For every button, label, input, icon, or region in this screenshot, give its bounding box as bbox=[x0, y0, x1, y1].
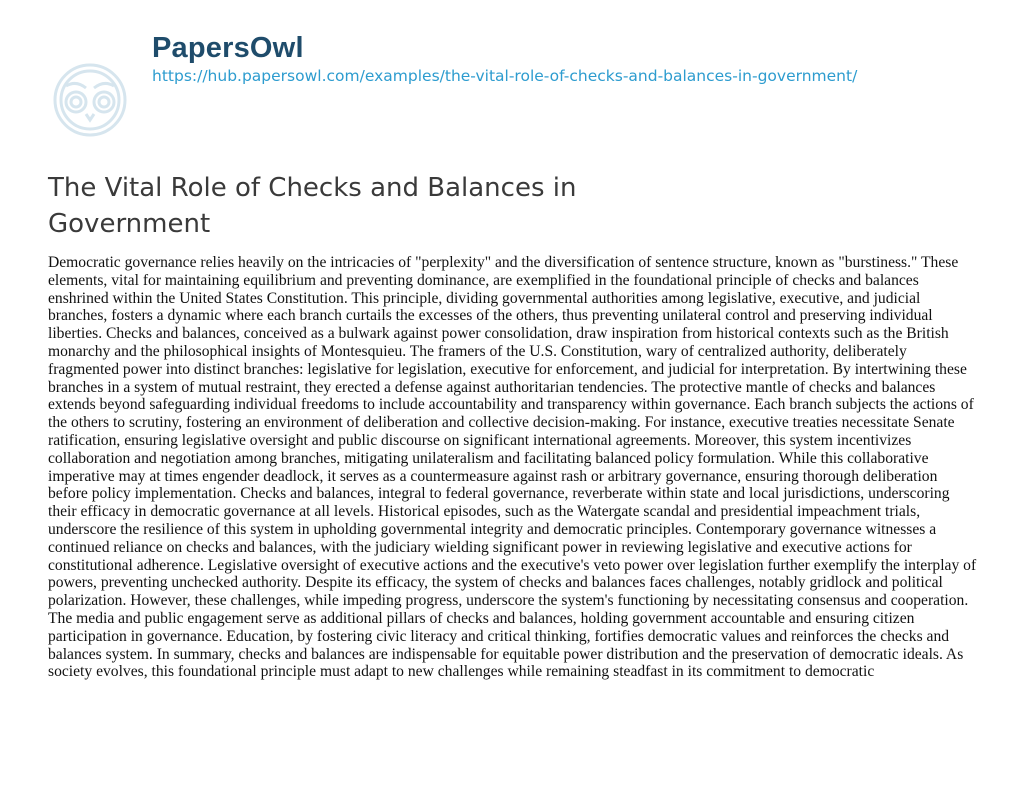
source-url-link[interactable]: https://hub.papersowl.com/examples/the-vital-role-of-checks-and-balances-in-government/ bbox=[152, 67, 858, 85]
page-title: The Vital Role of Checks and Balances in Government bbox=[48, 173, 577, 239]
document-body: Democratic governance relies heavily on the intricacies of "perplexity" and the diversification of sentence structure, known as "burstiness." These elements, vital for maintaining equilibrium and preventing dominance, are exemplified in the foundational principle of checks and balances enshrined within the United States Constitution. This principle, dividing governmental authorities among legislative, executive, and judicial branches, fosters a dynamic where each branch curtails the excesses of the others, thus preventing unilateral control and preserving individual liberties. Checks and balances, conceived as a bulwark against power consolidation, draw inspiration from historical contexts such as the British monarchy and the philosophical insights of Montesquieu. The framers of the U.S. Constitution, wary of centralized authority, deliberately fragmented power into distinct branches: legislative for legislation, executive for enforcement, and judicial for interpretation. By intertwining these branches in a system of mutual restraint, they erected a defense against authoritarian tendencies. The protective mantle of checks and balances extends beyond safeguarding individual freedoms to include accountability and transparency within governance. Each branch subjects the actions of the others to scrutiny, fostering an environment of deliberation and collective decision-making. For instance, executive treaties necessitate Senate ratification, ensuring legislative oversight and public discourse on significant international agreements. Moreover, this system incentivizes collaboration and negotiation among branches, mitigating unilateralism and facilitating balanced policy formulation. While this collaborative imperative may at times engender deadlock, it serves as a countermeasure against rash or arbitrary governance, ensuring thorough deliberation before policy implementation. Checks and balances, integral to federal governance, reverberate within state and local jurisdictions, underscoring their efficacy in democratic governance at all levels. Historical episodes, such as the Watergate scandal and presidential impeachment trials, underscore the resilience of this system in upholding governmental integrity and democratic principles. Contemporary governance witnesses a continued reliance on checks and balances, with the judiciary wielding significant power in reviewing legislative and executive actions for constitutional adherence. Legislative oversight of executive actions and the executive's veto power over legislation further exemplify the interplay of powers, preventing unchecked authority. Despite its efficacy, the system of checks and balances faces challenges, notably gridlock and political polarization. However, these challenges, while impeding progress, underscore the system's functioning by necessitating consensus and cooperation. The media and public engagement serve as additional pillars of checks and balances, holding government accountable and ensuring citizen participation in governance. Education, by fostering civic literacy and critical thinking, fortifies democratic values and reinforces the checks and balances system. In summary, checks and balances are indispensable for equitable power distribution and the preservation of democratic ideals. As society evolves, this foundational principle must adapt to new challenges while remaining steadfast in its commitment to democratic bbox=[48, 254, 977, 681]
owl-logo-icon bbox=[48, 62, 132, 138]
brand-name: PapersOwl bbox=[152, 32, 304, 64]
header bbox=[48, 32, 988, 132]
